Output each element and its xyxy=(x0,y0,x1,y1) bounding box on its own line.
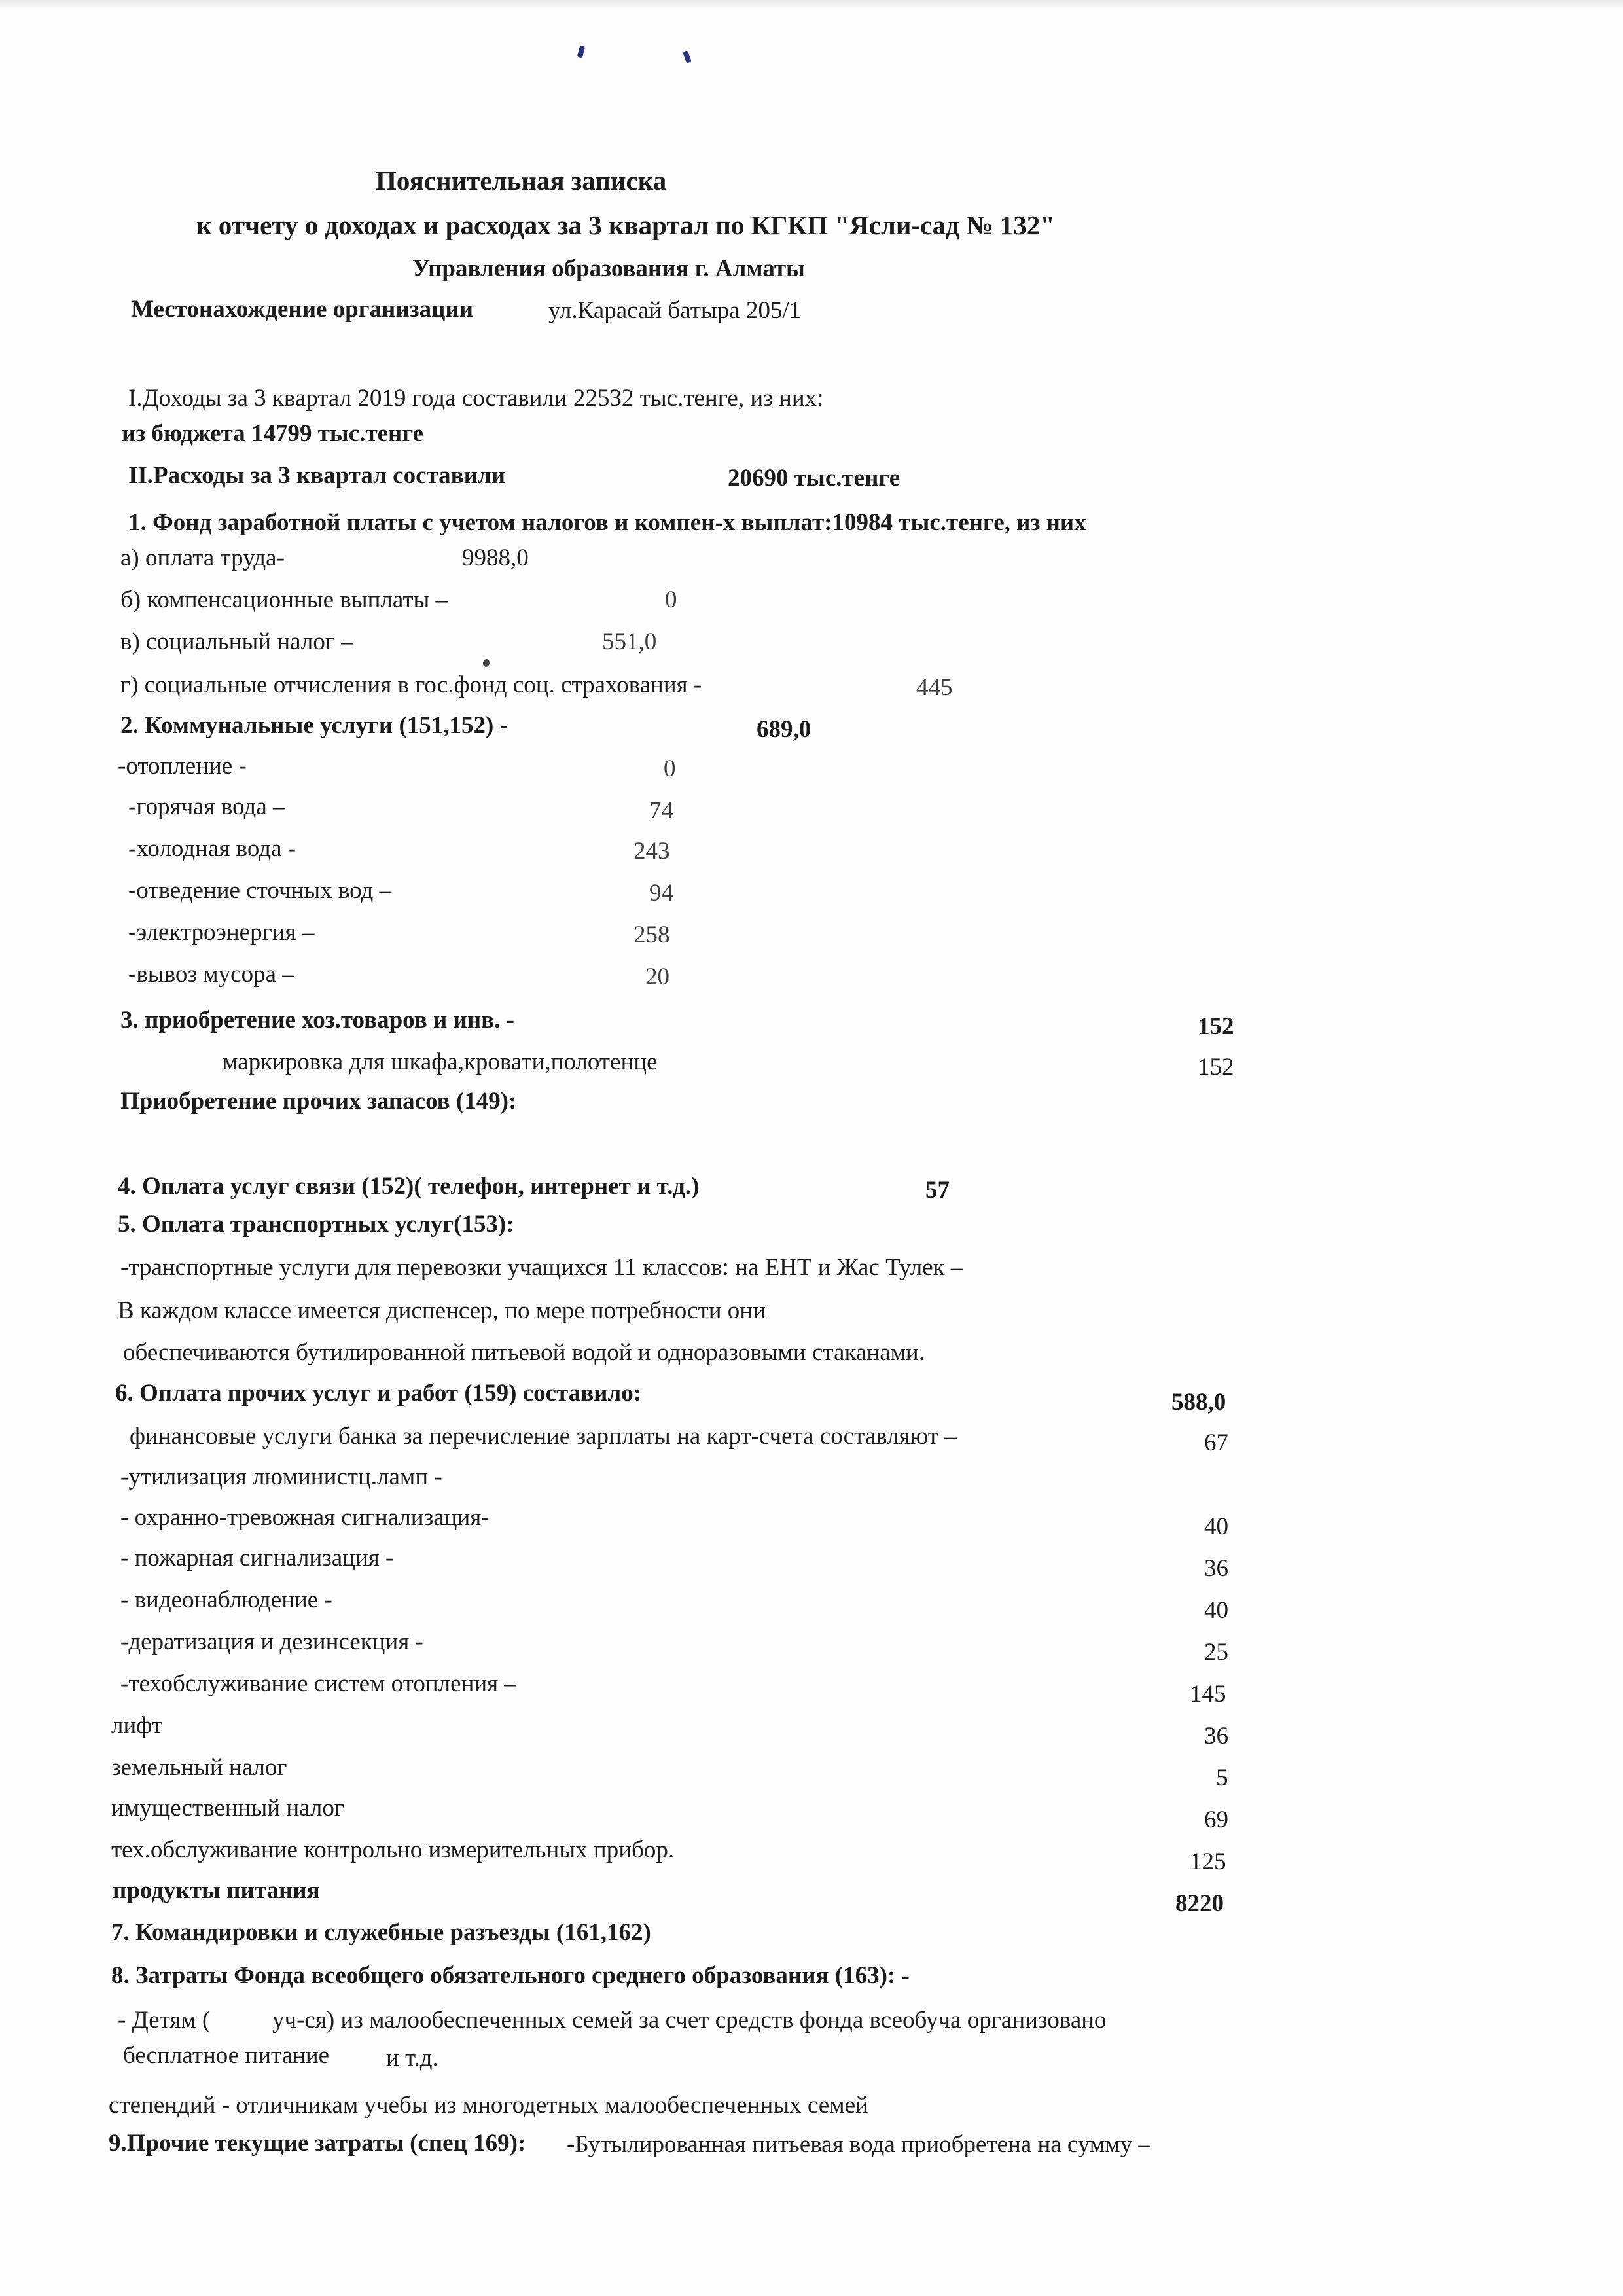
section7-title: 7. Командировки и служебные разъезды (161,162) xyxy=(111,1919,651,1946)
section3-total: 152 xyxy=(1198,1013,1234,1040)
expenses-value: 20690 тыс.тенге xyxy=(728,465,901,492)
service-item-value: 5 xyxy=(1216,1765,1228,1791)
scan-edge xyxy=(0,0,1623,9)
service-item-label: -дератизация и дезинсекция - xyxy=(120,1628,423,1655)
utility-item-value: 94 xyxy=(649,880,673,906)
section9-title: 9.Прочие текущие затраты (спец 169): xyxy=(109,2130,526,2157)
food-label: продукты питания xyxy=(113,1877,320,1904)
section5-title: 5. Оплата транспортных услуг(153): xyxy=(118,1211,514,1238)
service-item-value: 36 xyxy=(1204,1555,1228,1582)
service-item-label: лифт xyxy=(111,1712,163,1739)
service-item-label: тех.обслуживание контрольно измерительных прибор. xyxy=(111,1837,675,1863)
section8-line2-end: и т.д. xyxy=(386,2045,438,2072)
document-subtitle: к отчету о доходах и расходах за 3 квартал по КГКП "Ясли-сад № 132" xyxy=(196,210,1055,240)
section1-title: 1. Фонд заработной платы с учетом налогов и компен-х выплат:10984 тыс.тенге, из них xyxy=(128,509,1086,536)
service-item-label: -техобслуживание систем отопления – xyxy=(120,1670,516,1697)
utility-item-label: -отведение сточных вод – xyxy=(128,877,392,904)
service-item-label: имущественный налог xyxy=(111,1795,345,1821)
utility-item-label: -горячая вода – xyxy=(128,793,285,820)
location-value: ул.Карасай батыра 205/1 xyxy=(548,297,802,324)
section8-title: 8. Затраты Фонда всеобщего обязательного среднего образования (163): - xyxy=(111,1962,910,1989)
service-item-label: - видеонаблюдение - xyxy=(120,1587,332,1613)
location-label: Местонахождение организации xyxy=(131,296,474,323)
supply-item-label: маркировка для шкафа,кровати,полотенце xyxy=(223,1049,658,1075)
payroll-item-label: б) компенсационные выплаты – xyxy=(120,586,448,613)
service-item-value: 40 xyxy=(1204,1597,1228,1624)
service-item-value: 125 xyxy=(1190,1848,1226,1875)
income-line: I.Доходы за 3 квартал 2019 года составили 22532 тыс.тенге, из них: xyxy=(128,385,824,412)
payroll-item-value: 0 xyxy=(665,586,677,613)
service-item-label: - пожарная сигнализация - xyxy=(120,1545,394,1571)
utility-item-label: -электроэнергия – xyxy=(128,919,315,946)
section2-title: 2. Коммунальные услуги (151,152) - xyxy=(120,712,508,739)
other-stock-label: Приобретение прочих запасов (149): xyxy=(120,1088,517,1115)
expenses-label: II.Расходы за 3 квартал составили xyxy=(128,462,506,489)
utility-item-value: 74 xyxy=(649,797,673,824)
section6-total: 588,0 xyxy=(1171,1389,1226,1416)
section4-title: 4. Оплата услуг связи (152)( телефон, интернет и т.д.) xyxy=(118,1173,700,1200)
payroll-item-label: г) социальные отчисления в гос.фонд соц. страхования - xyxy=(120,672,702,698)
ink-speck xyxy=(482,658,491,668)
service-item-value: 69 xyxy=(1204,1806,1228,1833)
service-item-label: земельный налог xyxy=(111,1754,287,1781)
section3-title: 3. приобретение хоз.товаров и инв. - xyxy=(120,1007,514,1033)
section2-total: 689,0 xyxy=(757,716,812,743)
service-item-label: -утилизация люминистц.ламп - xyxy=(120,1463,442,1490)
section8-line2-start: бесплатное питание xyxy=(123,2042,330,2069)
transport-line: обеспечиваются бутилированной питьевой водой и одноразовыми стаканами. xyxy=(123,1339,925,1366)
ink-speck xyxy=(577,45,585,58)
service-item-value: 67 xyxy=(1204,1429,1228,1456)
transport-line: В каждом классе имеется диспенсер, по мере потребности они xyxy=(118,1297,766,1324)
transport-line: -транспортные услуги для перевозки учащихся 11 классов: на ЕНТ и Жас Тулек – xyxy=(120,1254,963,1281)
document-title: Пояснительная записка xyxy=(376,166,667,196)
supply-item-value: 152 xyxy=(1198,1054,1234,1081)
section8-line3: степендий - отличникам учебы из многодетных малообеспеченных семей xyxy=(109,2092,868,2119)
budget-line: из бюджета 14799 тыс.тенге xyxy=(122,420,424,447)
payroll-item-value: 445 xyxy=(916,674,953,701)
service-item-value: 40 xyxy=(1204,1513,1228,1540)
section4-value: 57 xyxy=(925,1177,950,1204)
section6-title: 6. Оплата прочих услуг и работ (159) составило: xyxy=(115,1380,642,1407)
service-item-value: 36 xyxy=(1204,1723,1228,1749)
utility-item-label: -холодная вода - xyxy=(128,835,296,862)
service-item-label: - охранно-тревожная сигнализация- xyxy=(120,1504,490,1531)
section8-line1-start: - Детям ( xyxy=(118,2007,211,2034)
utility-item-label: -вывоз мусора – xyxy=(128,961,294,988)
payroll-item-value: 551,0 xyxy=(602,628,657,655)
section8-line1-end: уч-ся) из малообеспеченных семей за счет средств фонда всеобуча организовано xyxy=(272,2007,1107,2034)
utility-item-value: 258 xyxy=(633,922,670,948)
utility-item-value: 0 xyxy=(664,755,676,782)
service-item-value: 145 xyxy=(1190,1681,1226,1708)
utility-item-value: 243 xyxy=(633,838,670,865)
section9-text: -Бутылированная питьевая вода приобретена на сумму – xyxy=(567,2131,1150,2158)
payroll-item-label: в) социальный налог – xyxy=(120,628,353,655)
utility-item-value: 20 xyxy=(645,963,669,990)
food-value: 8220 xyxy=(1175,1890,1224,1917)
service-item-label: финансовые услуги банка за перечисление зарплаты на карт-счета составляют – xyxy=(130,1423,957,1450)
ink-speck xyxy=(683,50,692,63)
service-item-value: 25 xyxy=(1204,1639,1228,1666)
utility-item-label: -отопление - xyxy=(118,753,247,780)
payroll-item-value: 9988,0 xyxy=(462,545,529,571)
department: Управления образования г. Алматы xyxy=(412,255,805,282)
payroll-item-label: а) оплата труда- xyxy=(120,545,285,571)
